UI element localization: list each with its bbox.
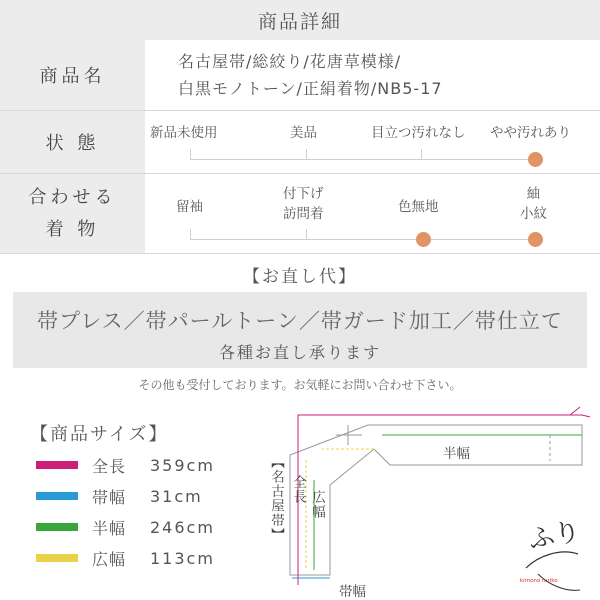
kimono-selected-dot-1 bbox=[416, 232, 431, 247]
size-row-full-length bbox=[36, 452, 215, 478]
sizes-title: 【商品サイズ】 bbox=[30, 424, 169, 445]
product-label: 商品名 bbox=[0, 40, 145, 110]
product-name-line1: 名古屋帯/総絞り/花唐草模様/ bbox=[178, 52, 402, 71]
size-label: 広幅 bbox=[92, 549, 127, 569]
condition-option-2: 美品 bbox=[290, 125, 317, 141]
size-value: 359cm bbox=[150, 455, 215, 475]
diagram-obi-width-label: 帯幅 bbox=[339, 584, 366, 600]
condition-option-3: 目立つ汚れなし bbox=[371, 125, 466, 141]
condition-tick-3 bbox=[421, 149, 422, 159]
size-row-wide-width bbox=[36, 545, 215, 571]
condition-scale-line bbox=[190, 159, 536, 160]
product-name-line2: 白黒モノトーン/正絹着物/NB5-17 bbox=[178, 79, 443, 98]
repair-note: 各種お直し承ります bbox=[218, 343, 381, 362]
kimono-option-4-line2: 小紋 bbox=[520, 206, 547, 222]
kimono-option-2-line2: 訪問着 bbox=[283, 206, 324, 222]
kimono-option-3: 色無地 bbox=[398, 199, 439, 215]
size-label: 帯幅 bbox=[92, 487, 127, 507]
size-value: 31cm bbox=[150, 486, 203, 506]
size-label: 半幅 bbox=[92, 518, 127, 538]
repair-title: 【お直し代】 bbox=[243, 267, 357, 287]
kimono-tick-2 bbox=[306, 229, 307, 239]
condition-option-1: 新品未使用 bbox=[150, 125, 218, 141]
diagram-half-width-label: 半幅 bbox=[441, 442, 472, 462]
kimono-label-line1: 合わせる bbox=[28, 186, 117, 208]
kimono-tick-1 bbox=[190, 229, 191, 239]
size-row-obi-width bbox=[36, 483, 203, 509]
section-header bbox=[0, 0, 600, 40]
swatch-full-length bbox=[36, 461, 78, 469]
condition-option-4: やや汚れあり bbox=[490, 125, 571, 141]
kimono-label-line2: 着 物 bbox=[45, 218, 100, 240]
swatch-obi-width bbox=[36, 492, 78, 500]
condition-tick-1 bbox=[190, 149, 191, 159]
repair-other: その他も受付しております。お気軽にお問い合わせ下さい。 bbox=[138, 378, 462, 392]
logo-name: kimono furiko bbox=[520, 578, 558, 584]
kimono-scale-line bbox=[190, 239, 536, 240]
brand-logo bbox=[508, 508, 588, 596]
kimono-option-4 bbox=[520, 184, 547, 224]
kimono-label bbox=[0, 174, 145, 253]
kimono-selected-dot-2 bbox=[528, 232, 543, 247]
product-name bbox=[178, 48, 443, 102]
condition-selected-dot bbox=[528, 152, 543, 167]
kimono-option-4-line1: 紬 bbox=[526, 186, 541, 202]
repair-services: 帯プレス／帯パールトーン／帯ガード加工／帯仕立て bbox=[37, 309, 563, 333]
condition-tick-2 bbox=[306, 149, 307, 159]
logo-script: ふり bbox=[526, 516, 583, 556]
full-length-line bbox=[298, 415, 590, 425]
swatch-half-width bbox=[36, 523, 78, 531]
full-length-arrow bbox=[570, 407, 580, 415]
diagram-full-length-label: 全長 bbox=[290, 475, 306, 504]
size-value: 113cm bbox=[150, 548, 215, 568]
header-title: 商品詳細 bbox=[257, 10, 342, 33]
condition-label: 状 態 bbox=[0, 111, 145, 173]
diagram-wide-width-label: 広幅 bbox=[309, 490, 325, 519]
kimono-option-2 bbox=[283, 184, 324, 224]
kimono-option-1: 留袖 bbox=[176, 199, 203, 215]
size-row-half-width bbox=[36, 514, 215, 540]
size-label: 全長 bbox=[92, 456, 127, 476]
kimono-option-2-line1: 付下げ bbox=[283, 186, 324, 202]
diagram-type-label: 【名古屋帯】 bbox=[268, 455, 284, 542]
swatch-wide-width bbox=[36, 554, 78, 562]
size-value: 246cm bbox=[150, 517, 215, 537]
